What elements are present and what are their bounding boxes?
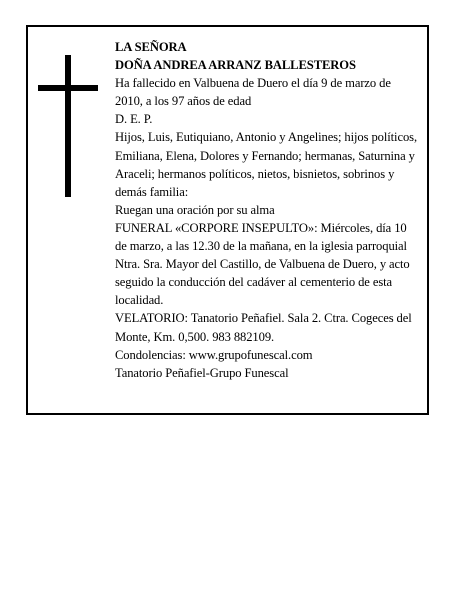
cross-horizontal-bar	[38, 85, 98, 91]
rip-line: D. E. P.	[115, 112, 153, 127]
death-announcement: Ha fallecido en Valbuena de Duero el día 9 de marzo de 2010, a los 97 años de edad	[115, 76, 391, 109]
deceased-name: DOÑA ANDREA ARRANZ BALLESTEROS	[115, 58, 356, 73]
latin-cross-icon	[38, 55, 98, 197]
notice-title: LA SEÑORA	[115, 40, 187, 54]
family-list: Hijos, Luis, Eutiquiano, Antonio y Angelines; hijos políticos, Emiliana, Elena, Dolores y Fernando; hermanas, Saturnina y Araceli; hermanos políticos, nietos, bisnietos, sobrinos y demás familia:	[115, 130, 417, 199]
funeral-details: FUNERAL «CORPORE INSEPULTO»: Miércoles, día 10 de marzo, a las 12.30 de la mañana, en la iglesia parroquial Ntra. Sra. Mayor del Castillo, de Valbuena de Duero, y acto seguido la conducción del cadáver al cementerio de esta localidad.	[115, 220, 410, 308]
condolences-line: Condolencias: www.grupofunescal.com	[115, 347, 313, 362]
funeral-home-line: Tanatorio Peñafiel-Grupo Funescal	[115, 365, 289, 380]
obituary-text	[115, 38, 421, 382]
cross-vertical-bar	[65, 55, 71, 197]
prayer-request: Ruegan una oración por su alma	[115, 202, 275, 217]
wake-details: VELATORIO: Tanatorio Peñafiel. Sala 2. Ctra. Cogeces del Monte, Km. 0,500. 983 882109.	[115, 311, 412, 344]
